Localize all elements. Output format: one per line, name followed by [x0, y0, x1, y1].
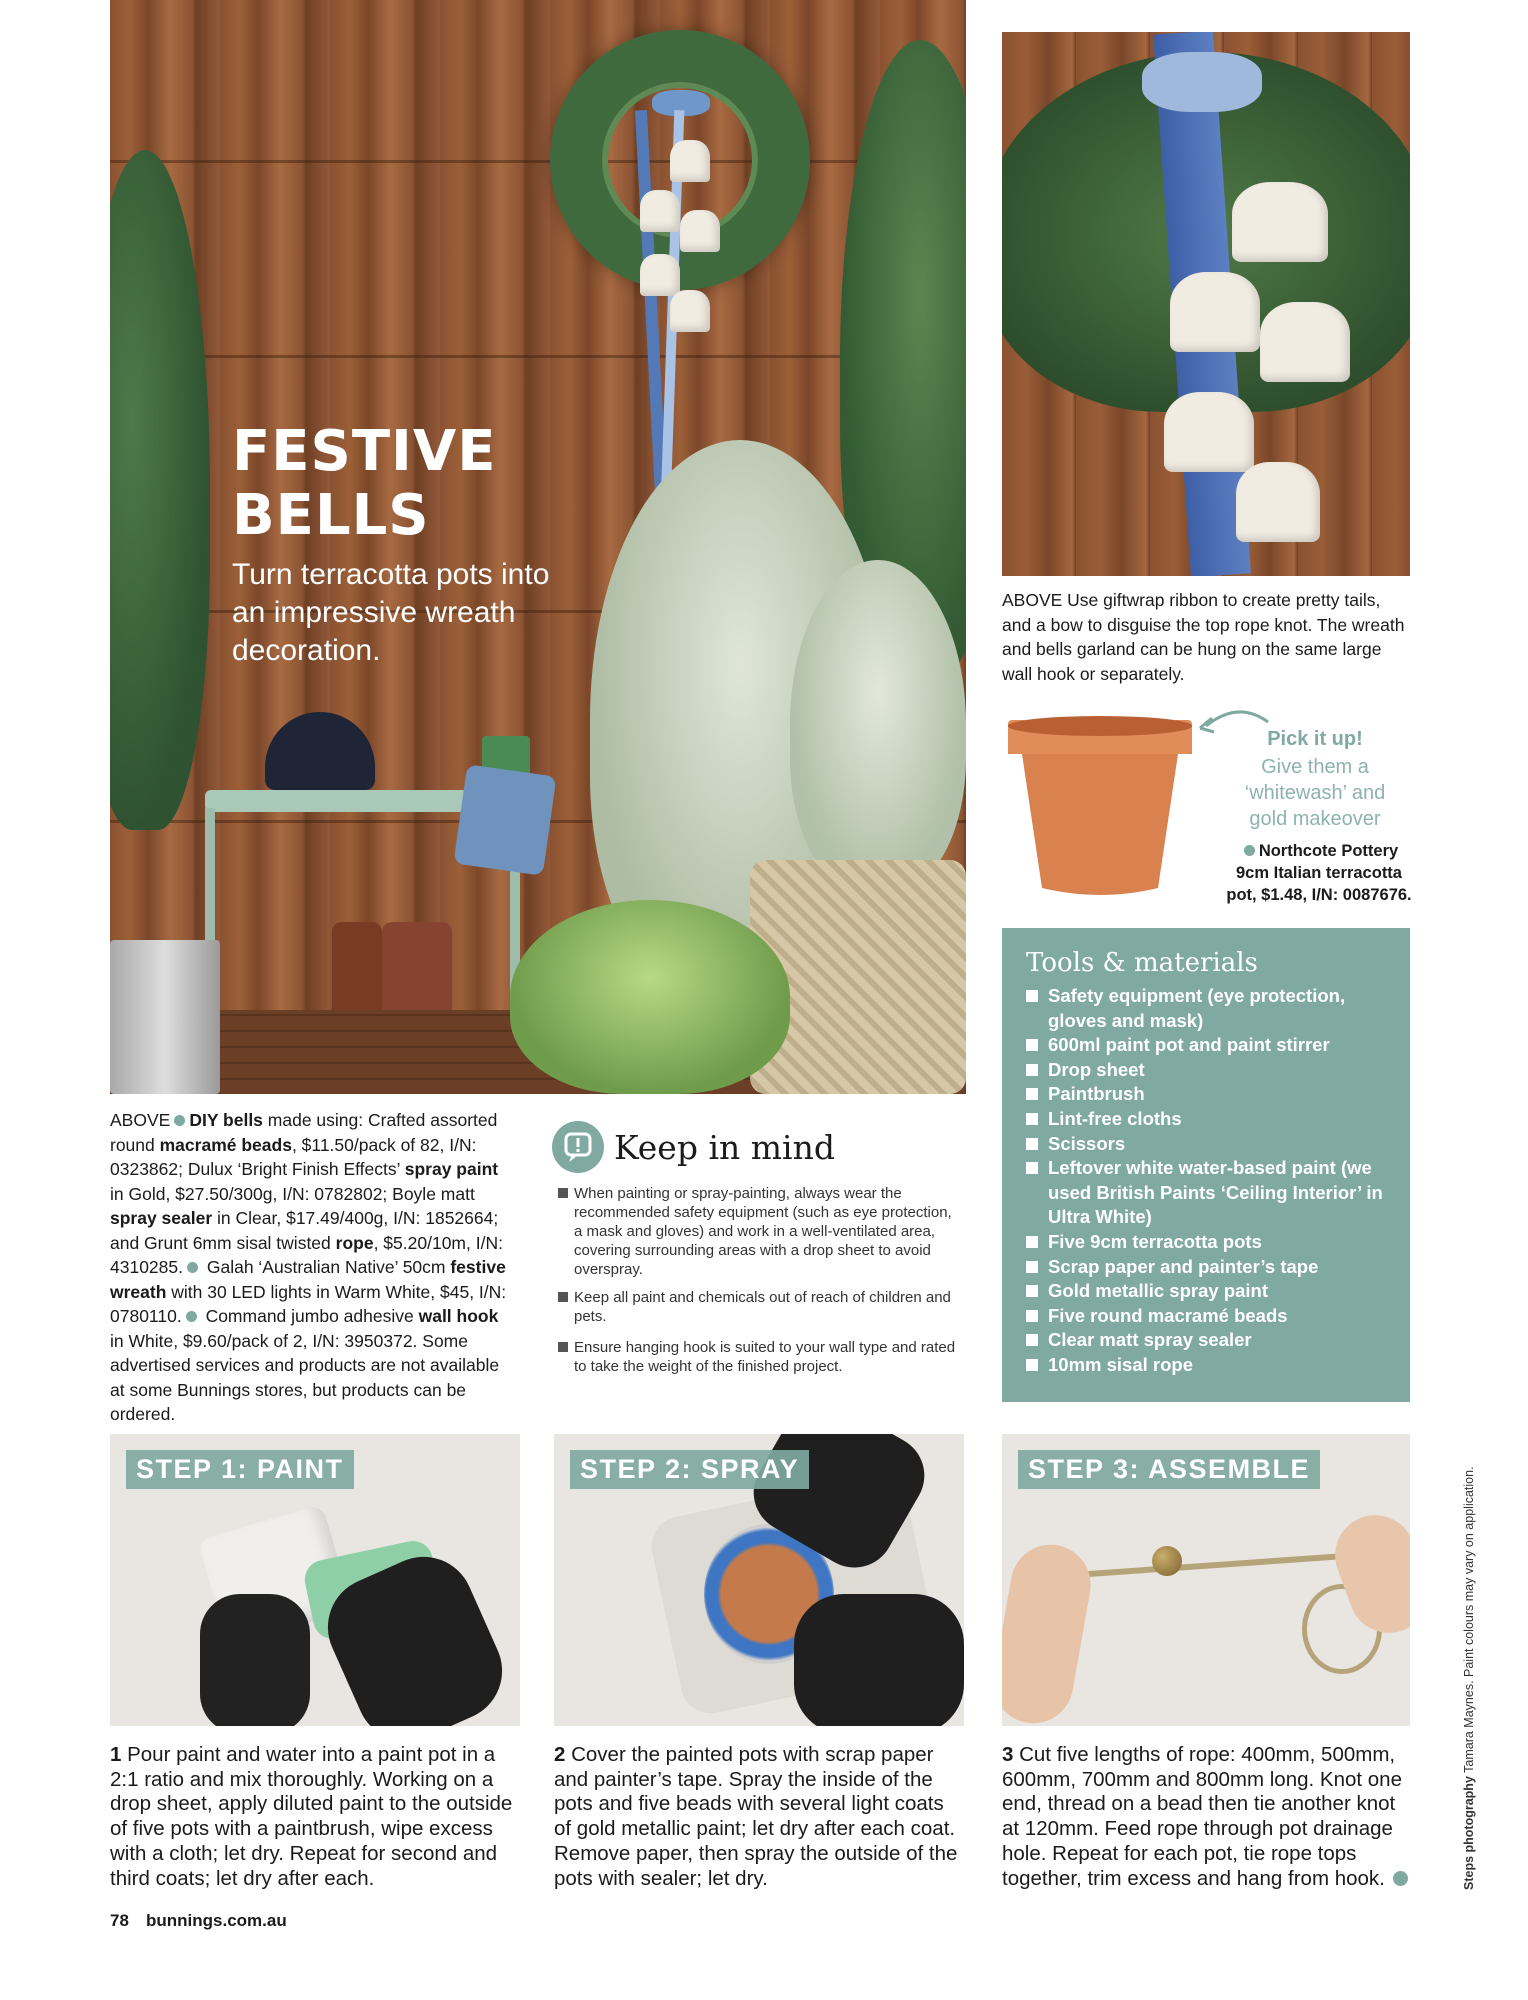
- list-item: Safety equipment (eye protection, gloves and mask): [1026, 984, 1386, 1033]
- step-number: 1: [110, 1743, 122, 1766]
- caption-part: in White, $9.60/pack of 2, I/N: 3950372. Some advertised services and products are not available at some Bunnings stores, but products can be ordered.: [110, 1330, 500, 1424]
- caption-part: , $11.50/pack of 82, I/N: 0323862; Dulux ‘Bright Finish Effects’: [110, 1134, 477, 1179]
- step-instructions: Cut five lengths of rope: 400mm, 500mm, 600mm, 700mm and 800mm long. Knot one end, thread on a bead then tie another knot at 120mm. Feed rope through pot drainage hole. Repeat for each pot, tie rope tops together, trim excess and hang from hook.: [1002, 1743, 1402, 1890]
- list-item: Five round macramé beads: [1026, 1304, 1386, 1329]
- list-item: Scrap paper and painter’s tape: [1026, 1255, 1386, 1280]
- list-item: Lint-free cloths: [1026, 1107, 1386, 1132]
- page-subtitle: Turn terracotta pots into an impressive wreath decoration.: [232, 558, 550, 667]
- caption-part: in Clear, $17.49/400g, I/N: 1852664; and Grunt 6mm sisal twisted: [110, 1208, 499, 1253]
- tools-list: [1026, 984, 1386, 1378]
- caption-part: Galah ‘Australian Native’ 50cm: [202, 1257, 451, 1277]
- bullet-dot-icon: [187, 1262, 198, 1273]
- caption-part: spray sealer: [110, 1208, 213, 1228]
- end-dot-icon: [1393, 1871, 1408, 1886]
- step-instructions: Cover the painted pots with scrap paper and painter’s tape. Spray the inside of the pots and five beads with several light coats of gold metallic paint; let dry after each coat. Remove paper, then spray the outside of the pots with sealer; let dry.: [554, 1743, 958, 1890]
- step-3-photo: [1002, 1434, 1410, 1726]
- caption-part: festive wreath: [110, 1257, 506, 1302]
- list-item: When painting or spray-painting, always wear the recommended safety equipment (such as eye protection, a mask and gloves) and work in a well-ventilated area, covering surrounding areas with a drop sheet to avoid overspray.: [558, 1184, 958, 1279]
- tools-title: Tools & materials: [1026, 948, 1258, 978]
- hero-photo: [110, 0, 966, 1094]
- site-link[interactable]: bunnings.com.au: [146, 1911, 287, 1930]
- caption-part: rope: [335, 1232, 374, 1253]
- pot-product-text: Northcote Pottery 9cm Italian terracotta: [1236, 842, 1402, 882]
- pick-it-up-heading: Pick it up!: [1267, 728, 1363, 750]
- caption-above: ABOVE: [110, 1110, 171, 1130]
- caption-part: Command jumbo adhesive: [200, 1306, 419, 1326]
- list-item: Drop sheet: [1026, 1058, 1386, 1083]
- step-3-text: [1002, 1743, 1412, 1891]
- page-title: [232, 420, 496, 548]
- bullet-dot-icon: [174, 1115, 185, 1126]
- keep-in-mind-title: Keep in mind: [614, 1128, 835, 1167]
- list-item: 10mm sisal rope: [1026, 1353, 1386, 1378]
- info-bubble-icon: [552, 1121, 604, 1173]
- list-item: Five 9cm terracotta pots: [1026, 1230, 1386, 1255]
- step-2-photo: [554, 1434, 964, 1726]
- caption-part: with 30 LED lights in Warm White, $45, I/N: 0780110.: [110, 1281, 507, 1326]
- pot-product-price: , $1.48, I/N: 0087676.: [1252, 886, 1412, 904]
- caption-part: DIY bells: [189, 1110, 263, 1130]
- step-number: 3: [1002, 1743, 1014, 1766]
- main-photo-caption: [110, 1108, 510, 1427]
- caption-part: in Gold, $27.50/300g, I/N: 0782802; Boyle matt: [110, 1183, 475, 1204]
- wreath-closeup-photo: [1002, 32, 1410, 576]
- list-item: Keep all paint and chemicals out of reach of children and pets.: [558, 1288, 958, 1326]
- bullet-dot-icon: [1244, 845, 1255, 856]
- list-item: Scissors: [1026, 1132, 1386, 1157]
- list-item: Ensure hanging hook is suited to your wall type and rated to take the weight of the finished project.: [558, 1338, 958, 1376]
- step-1-label: STEP 1: PAINT: [126, 1450, 354, 1489]
- list-item: Paintbrush: [1026, 1082, 1386, 1107]
- caption-part: macramé beads: [159, 1134, 292, 1155]
- list-item: Leftover white water-based paint (we used British Paints ‘Ceiling Interior’ in Ultra White): [1026, 1156, 1386, 1230]
- step-number: 2: [554, 1743, 566, 1766]
- pot-product-info: [1224, 840, 1414, 906]
- step-1-text: [110, 1743, 520, 1891]
- step-2-text: [554, 1743, 964, 1891]
- step-instructions: Pour paint and water into a paint pot in a 2:1 ratio and mix thoroughly. Working on a drop sheet, apply diluted paint to the outside of five pots with a paintbrush, wipe excess with a cloth; let dry. Repeat for second and third coats; let dry after each.: [110, 1743, 513, 1890]
- caption-part: made using: Crafted assorted round: [110, 1110, 498, 1155]
- right-photo-caption: ABOVE Use giftwrap ribbon to create pretty tails, and a bow to disguise the top rope knot. The wreath and bells garland can be hung on the same large wall hook or separately.: [1002, 590, 1405, 684]
- caption-part: , $5.20/10m, I/N: 4310285.: [110, 1232, 503, 1277]
- pick-it-up-body: Give them a ‘whitewash’ and gold makeover: [1244, 756, 1386, 830]
- photo-credit: [1462, 1430, 1484, 1890]
- caption-part: wall hook: [418, 1306, 499, 1326]
- step-1-photo: [110, 1434, 520, 1726]
- caption-part: spray paint: [404, 1159, 499, 1179]
- list-item: 600ml paint pot and paint stirrer: [1026, 1033, 1386, 1058]
- tools-and-materials-panel: [1002, 928, 1410, 1402]
- credit-label: Steps photography: [1462, 1776, 1476, 1890]
- pot-product-keyword: pot: [1226, 886, 1253, 904]
- list-item: Gold metallic spray paint: [1026, 1279, 1386, 1304]
- terracotta-pot-image: [1008, 716, 1192, 898]
- page-number: 78: [110, 1911, 129, 1930]
- credit-text: Tamara Maynes. Paint colours may vary on application.: [1462, 1466, 1476, 1777]
- bullet-dot-icon: [186, 1311, 197, 1322]
- title-line-2: BELLS: [232, 483, 430, 548]
- title-line-1: FESTIVE: [232, 419, 497, 484]
- step-2-label: STEP 2: SPRAY: [570, 1450, 809, 1489]
- step-3-label: STEP 3: ASSEMBLE: [1018, 1450, 1320, 1489]
- list-item: Clear matt spray sealer: [1026, 1328, 1386, 1353]
